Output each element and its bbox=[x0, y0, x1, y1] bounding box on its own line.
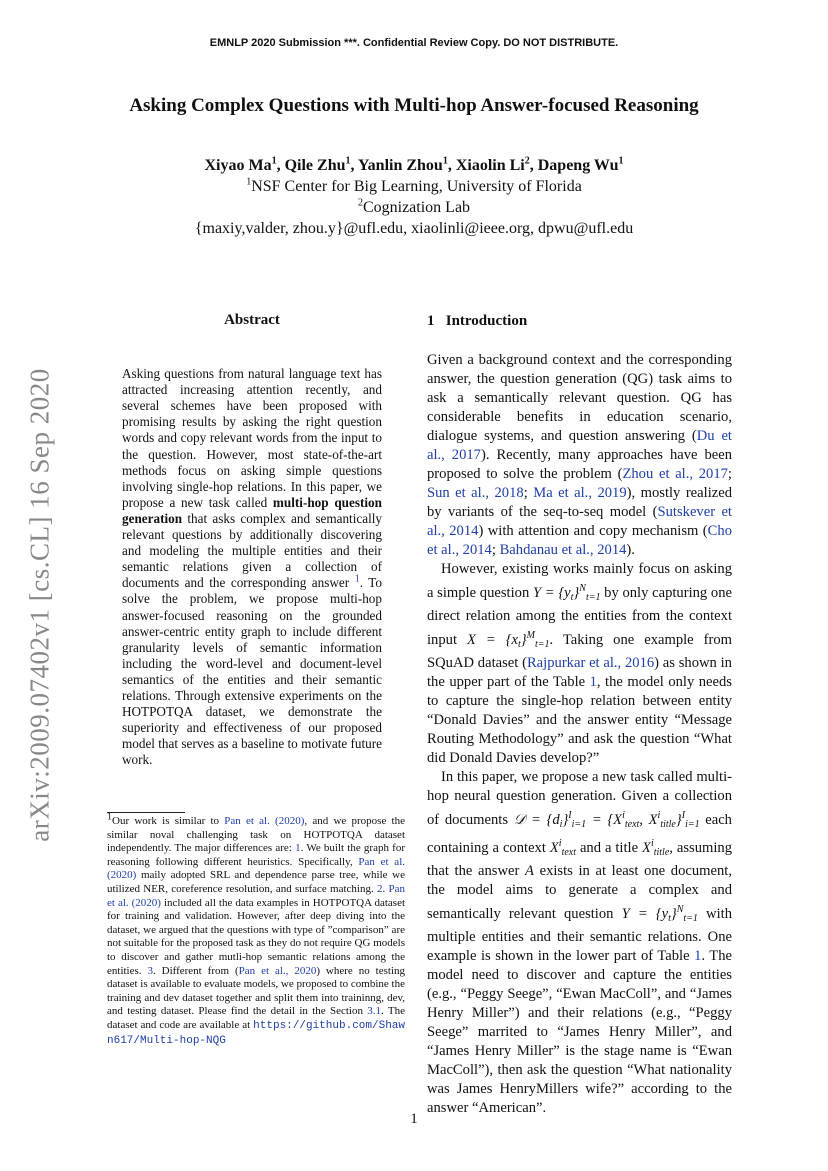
section-heading-introduction bbox=[427, 312, 732, 331]
footnote-run: . We built the graph for reasoning following different heuristics. Specifically, bbox=[107, 842, 405, 868]
math-run: X = {x bbox=[466, 632, 519, 648]
text-run: ). Recently, many approaches have been proposed to solve the problem ( bbox=[427, 447, 732, 482]
citation-link[interactable]: Du et al., 2017 bbox=[427, 428, 732, 463]
abstract-text: Asking questions from natural language text has attracted increasing attention recently, and several schemes have been proposed with promising results by asking the right question words and copy relevant words from the input to the question. However, most state-of-the-art methods focus on asking simple questions involving single-hop relations. In this paper, we propose a new task called bbox=[122, 366, 382, 510]
affiliation-line bbox=[0, 197, 828, 218]
affiliation: NSF Center for Big Learning, University of Florida bbox=[251, 178, 582, 195]
math-question bbox=[622, 906, 698, 922]
math-sub: i bbox=[559, 819, 563, 830]
citation-link[interactable]: Ma et al., 2019 bbox=[533, 485, 627, 501]
math-sub: title bbox=[653, 847, 670, 858]
math-sup: N bbox=[676, 904, 684, 915]
affiliation-mark: 1 bbox=[618, 155, 624, 167]
math-run: } bbox=[573, 585, 580, 601]
citation-link[interactable]: Rajpurkar et al., 2016 bbox=[526, 655, 655, 671]
intro-paragraph-3 bbox=[427, 768, 732, 1118]
affiliation-line bbox=[0, 176, 828, 197]
text-run: ; bbox=[523, 485, 534, 501]
math-run: } bbox=[670, 906, 677, 922]
text-run: ), mostly realized by variants of the seq-to-seq model ( bbox=[427, 485, 733, 520]
citation-link[interactable]: Bahdanau et al., 2014 bbox=[499, 542, 627, 558]
code-url-link[interactable]: https://github.com/Shawn617/Multi-hop-NQG bbox=[107, 1019, 405, 1047]
math-run: } bbox=[520, 632, 527, 648]
footnote bbox=[107, 812, 405, 1048]
math-sub: t bbox=[518, 639, 521, 650]
paper-title: Asking Complex Questions with Multi-hop Answer-focused Reasoning bbox=[129, 95, 699, 116]
abstract-text: . To solve the problem, we propose multi-hop answer-focused reasoning on the grounded answer-centric entity graph to include different granularity levels of semantic information including the word-level and document-level semantics of the entities and their semantic relations. Through extensive experiments on the HOTPOTQA dataset, we demonstrate the superiority and effectiveness of our proposed model that serves as a baseline to motivate future work. bbox=[122, 575, 383, 768]
footnote-mark: 1 bbox=[107, 811, 112, 823]
math-sub: t bbox=[570, 592, 574, 603]
math-run: X bbox=[549, 840, 559, 856]
table-link[interactable]: 1 bbox=[694, 948, 702, 964]
text-run: Given a background context and the corresponding answer, the question generation (QG) task aims to ask a semantically relevant question. QG has considerable benefits in education scenario, dialogue systems, and question answering ( bbox=[427, 352, 732, 444]
footnote-run: . bbox=[382, 882, 389, 895]
affiliation-mark: 1 bbox=[442, 155, 448, 167]
math-sup: i bbox=[558, 838, 562, 849]
affiliation-mark: 2 bbox=[357, 197, 363, 209]
footnote-run: . The dataset and code are available at bbox=[107, 1005, 406, 1031]
footnote-run: included all the data examples in HOTPOTQA dataset for training and validation. However, after deep diving into the dataset, we argued that the questions with type of ”comparison” are not suitable for the proposed task as they do not require QG models to discover and gather mutli-hop semantic relations among the entities. bbox=[107, 896, 406, 977]
text-run: with multiple entities and their semantic relations. One example is shown in the lower part of Table bbox=[427, 906, 733, 964]
author-emails: {maxiy,valder, zhou.y}@ufl.edu, xiaolinli@ieee.org, dpwu@ufl.edu bbox=[194, 220, 634, 237]
text-run: ) as shown in the upper part of the Table bbox=[427, 655, 732, 690]
citation-link[interactable]: Sun et al., 2018 bbox=[427, 485, 524, 501]
author-name: Dapeng Wu bbox=[537, 157, 619, 174]
author-name: Yanlin Zhou bbox=[357, 157, 443, 174]
abstract-paragraph bbox=[122, 366, 382, 768]
page-number: 1 bbox=[410, 1111, 418, 1127]
text-run: ; bbox=[491, 542, 500, 558]
footnote-link[interactable]: 1 bbox=[354, 573, 360, 585]
citation-link[interactable]: Pan et al. (2020) bbox=[107, 882, 406, 909]
math-run: X bbox=[642, 840, 651, 856]
math-sub: t=1 bbox=[534, 639, 550, 650]
affiliation-mark: 1 bbox=[345, 155, 351, 167]
math-sub: i=1 bbox=[685, 819, 700, 830]
text-run: each containing a context bbox=[427, 812, 732, 856]
review-header: EMNLP 2020 Submission ***. Confidential Review Copy. DO NOT DISTRIBUTE. bbox=[209, 37, 619, 49]
math-sub: text bbox=[561, 847, 576, 858]
text-run: exists in at least one document, the model aims to generate a complex and semantically relevant question bbox=[427, 863, 732, 922]
math-run: } bbox=[675, 812, 682, 828]
abstract-heading: Abstract bbox=[224, 312, 280, 328]
affiliation-mark: 1 bbox=[246, 176, 252, 188]
math-sup: i bbox=[650, 838, 654, 849]
math-question bbox=[533, 585, 601, 601]
list-link[interactable]: 3 bbox=[147, 964, 153, 977]
math-run: , X bbox=[639, 812, 658, 828]
citation-link[interactable]: Pan et al., 2020 bbox=[238, 964, 317, 977]
math-run: Y = {y bbox=[532, 585, 571, 601]
footnote-run: maily adopted SRL and dependence parse tree, while we utilized NER, coreference resolution, and surface matching. bbox=[107, 869, 405, 895]
footnote-text bbox=[107, 811, 406, 1048]
footnote-run: ) where no testing dataset is available to evaluate models, we proposed to combine the training and dev dataset together and split them into traininng, dev, and testing dataset. Please find the detail in the Section bbox=[107, 964, 405, 1018]
math-sub: t=1 bbox=[683, 913, 698, 924]
text-run: In this paper, we propose a new task called multi-hop neural question generation. Given a collection of documents bbox=[427, 769, 732, 828]
arxiv-stamp-text: arXiv:2009.07402v1 [cs.CL] 16 Sep 2020 bbox=[24, 368, 55, 842]
text-run: . The model need to discover and capture the entities (e.g., “Peggy Seege”, “Ewan MacColl”, and “James Henry Miller”) and their relations (e.g., “Peggy Seege” marrited to “James Henry Miller”, and “James Henry Miller” is the stage name is “Ewan MacColl”), then ask the question “What nationality was James HenryMillers wife?” according to the answer “American”. bbox=[427, 948, 732, 1116]
math-run: } bbox=[562, 812, 569, 828]
intro-paragraph-1 bbox=[427, 351, 732, 560]
citation-link[interactable]: Sutskever et al., 2014 bbox=[427, 504, 732, 539]
math-context bbox=[467, 632, 550, 648]
footnote-run: . Different from ( bbox=[152, 964, 239, 977]
math-sub: t bbox=[668, 913, 671, 924]
footnote-rule bbox=[107, 812, 185, 813]
citation-link[interactable]: Pan et al. (2020) bbox=[224, 815, 305, 827]
right-column bbox=[427, 312, 732, 1118]
math-run: 𝒟 = {d bbox=[513, 812, 560, 828]
math-sup: I bbox=[568, 810, 572, 821]
affiliation-mark: 2 bbox=[524, 155, 530, 167]
list-link[interactable]: 1 bbox=[295, 842, 301, 855]
citation-link[interactable]: Pan et al. (2020) bbox=[107, 855, 405, 882]
math-sup: i bbox=[622, 810, 625, 821]
abstract-body bbox=[122, 366, 382, 768]
citation-link[interactable]: Zhou et al., 2017 bbox=[622, 466, 728, 482]
author-block bbox=[0, 155, 828, 239]
math-run: Y = {y bbox=[621, 906, 669, 922]
text-run: , assuming that the answer bbox=[427, 840, 733, 879]
citation-link[interactable]: Cho et al., 2014 bbox=[427, 523, 732, 558]
text-run: . Taking one example from SQuAD dataset ( bbox=[427, 632, 732, 671]
author-names: Xiyao Ma$^1$, Qile Zhu$^1$, Yanlin Zhou$^1$, Xiaolin Li$^2$, Dapeng Wu$^1$ bbox=[204, 155, 624, 174]
arxiv-stamp bbox=[20, 340, 60, 870]
text-run: ) with attention and copy mechanism ( bbox=[478, 523, 708, 539]
intro-paragraph-2 bbox=[427, 560, 732, 768]
math-sup: N bbox=[579, 583, 586, 594]
footnote-run: , and we propose the similar noval challenging task on HOTPOTQA dataset independently. The major differences are: bbox=[107, 815, 405, 855]
affiliation-mark: 1 bbox=[271, 155, 277, 167]
author-name: Xiyao Ma bbox=[204, 157, 272, 174]
section-number: 1 bbox=[427, 313, 435, 329]
author-name: Qile Zhu bbox=[284, 157, 346, 174]
left-column bbox=[122, 312, 382, 768]
math-answer-var: A bbox=[525, 863, 534, 879]
text-run: by only capturing one direct relation among the entities from the context input bbox=[427, 585, 732, 648]
text-run: ; bbox=[727, 466, 732, 482]
math-sup: M bbox=[526, 630, 535, 641]
footnote-run: Our work is similar to bbox=[112, 815, 225, 827]
section-title: Introduction bbox=[445, 313, 528, 329]
math-sup: i bbox=[657, 810, 661, 821]
math-sub: i=1 bbox=[571, 819, 587, 830]
affiliation: Cognization Lab bbox=[362, 199, 471, 216]
abstract-bold-term: multi-hop question generation bbox=[122, 494, 382, 526]
text-run: However, existing works mainly focus on asking a simple question bbox=[427, 561, 732, 601]
math-sup: I bbox=[681, 810, 686, 821]
section-link[interactable]: 3.1 bbox=[367, 1005, 382, 1018]
table-link[interactable]: 1 bbox=[589, 674, 597, 690]
abstract-text: that asks complex and semantically relevant questions by additionally discovering and modeling the multiple entities and their semantic relations given a collection of documents and the corresponding answer bbox=[122, 510, 382, 591]
text-run: ). bbox=[626, 542, 635, 558]
author-name: Xiaolin Li bbox=[455, 157, 525, 174]
list-link[interactable]: 2 bbox=[376, 882, 383, 895]
math-context-var bbox=[550, 840, 576, 856]
math-documents bbox=[514, 812, 700, 828]
text-run: , the model only needs to capture the single-hop relation between entity “Donald Davies” and the answer entity “Message Routing Methodology” and ask the question “What did Donald Davies develop?” bbox=[427, 674, 732, 766]
math-run: = {X bbox=[586, 812, 623, 828]
math-sub: t=1 bbox=[585, 592, 601, 603]
math-sub: title bbox=[660, 819, 676, 830]
math-title-var bbox=[642, 840, 669, 856]
text-run: and a title bbox=[576, 840, 643, 856]
math-sub: text bbox=[624, 819, 640, 830]
